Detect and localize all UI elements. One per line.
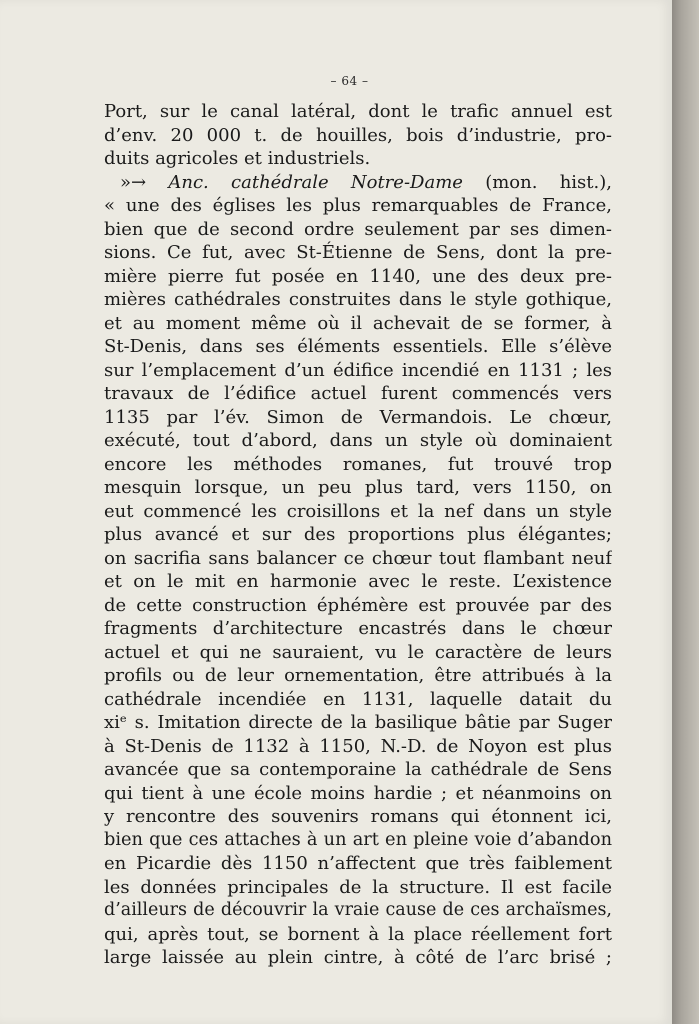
- text-line: travaux de l’édifice actuel furent commencés vers: [104, 383, 612, 404]
- text-line: profils ou de leur ornementation, être attribués à la: [104, 665, 612, 686]
- text-line: actuel et qui ne sauraient, vu le caractère de leurs: [104, 641, 612, 663]
- text-line: qui, après tout, se bornent à la place réellement fort: [104, 923, 612, 945]
- text-line: eut commencé les croisillons et la nef dans un style: [104, 500, 612, 522]
- text-line: plus avancé et sur des proportions plus élégantes;: [104, 524, 612, 545]
- text-line: duits agricoles et industriels.: [104, 148, 371, 169]
- text-line: sions. Ce fut, avec St-Étienne de Sens, dont la pre-: [104, 242, 612, 263]
- heading-italic: Anc. cathédrale Notre-Dame: [168, 171, 463, 193]
- text-line: St-Denis, dans ses éléments essentiels. Elle s’élève: [104, 336, 612, 357]
- text-line: on sacrifia sans balancer ce chœur tout flambant neuf: [104, 547, 612, 569]
- text-line: de cette construction éphémère est prouvée par des: [104, 594, 612, 616]
- text-line: large laissée au plein cintre, à côté de l’arc brisé ;: [104, 947, 612, 968]
- text-line: bien que ces attaches à un art en pleine voie d’abandon: [104, 829, 612, 850]
- text-line: cathédrale incendiée en 1131, laquelle datait du: [104, 688, 612, 710]
- text-fragment: »→: [120, 171, 169, 193]
- text-line: exécuté, tout d’abord, dans un style où dominaient: [104, 430, 612, 451]
- text-line: mières cathédrales construites dans le style gothique,: [104, 289, 612, 310]
- text-line: qui tient à une école moins hardie ; et néanmoins on: [104, 782, 612, 804]
- text-line: les données principales de la structure. Il est facile: [104, 876, 612, 898]
- text-line: bien que de second ordre seulement par ses dimen-: [104, 218, 612, 240]
- text-line: d’env. 20 000 t. de houilles, bois d’industrie, pro-: [104, 124, 612, 146]
- text-line: mière pierre fut posée en 1140, une des deux pre-: [104, 265, 612, 287]
- text-line: Port, sur le canal latéral, dont le trafic annuel est: [104, 101, 612, 122]
- text-line: y rencontre des souvenirs romans qui étonnent ici,: [104, 806, 612, 827]
- text-line: avancée que sa contemporaine la cathédrale de Sens: [104, 759, 612, 780]
- text-line: d’ailleurs de découvrir la vraie cause de ces archaïsmes,: [104, 900, 612, 920]
- page-edge: [672, 0, 699, 1024]
- text-line: [104, 171, 612, 195]
- text-line: xiᵉ s. Imitation directe de la basilique bâtie par Suger: [104, 712, 612, 733]
- text-line: à St-Denis de 1132 à 1150, N.-D. de Noyon est plus: [104, 735, 612, 757]
- text-line: encore les méthodes romanes, fut trouvé trop: [104, 453, 612, 475]
- text-line: « une des églises les plus remarquables de France,: [104, 195, 612, 216]
- page-number: – 64 –: [330, 74, 369, 88]
- body-text: [104, 100, 612, 970]
- text-line: et on le mit en harmonie avec le reste. L’existence: [104, 571, 612, 592]
- text-line: sur l’emplacement d’un édifice incendié en 1131 ; les: [104, 359, 612, 381]
- text-line: mesquin lorsque, un peu plus tard, vers 1150, on: [104, 477, 612, 498]
- text-line: et au moment même où il achevait de se former, à: [104, 312, 612, 334]
- text-line: 1135 par l’év. Simon de Vermandois. Le chœur,: [104, 406, 612, 428]
- text-line: fragments d’architecture encastrés dans le chœur: [104, 618, 612, 639]
- text-line: en Picardie dès 1150 n’affectent que très faiblement: [104, 853, 612, 874]
- text-fragment: (mon. hist.),: [462, 171, 612, 193]
